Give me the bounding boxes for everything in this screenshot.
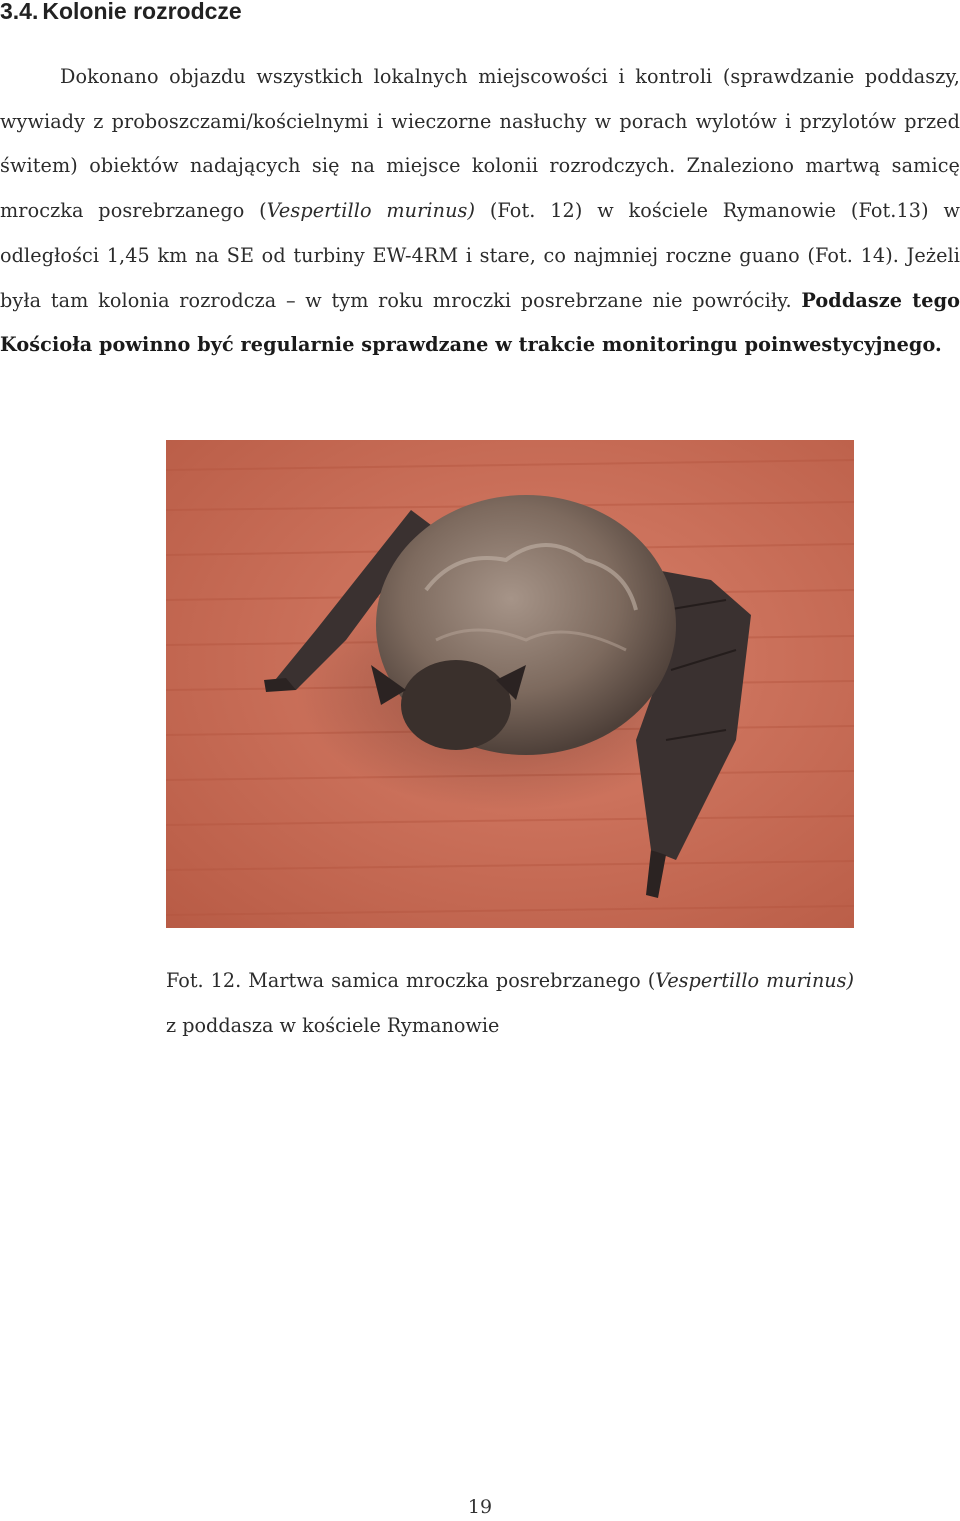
section-heading <box>0 0 242 28</box>
photo-caption <box>166 959 854 1048</box>
bat-photo-illustration <box>166 440 854 928</box>
paragraph-text-1: Dokonano objazdu wszystkich lokalnych miejscowości i kontroli (sprawdzanie poddaszy, wywiady z proboszczami/kościelnymi i wieczorne nasłuchy w porach wylotów i przylotów przed świtem) obiektów nadających się na miejsce kolonii rozrodczych. Znaleziono martwą samicę mroczka posrebrzanego ( <box>0 65 960 223</box>
caption-species-2: murinus) <box>766 969 854 992</box>
caption-text-1: Fot. 12. Martwa samica mroczka posrebrzanego ( <box>166 969 656 992</box>
paragraph-text-2: (Fot. 12) w kościele Rymanowie (Fot.13) w odległości 1,45 km na SE od turbiny EW-4RM i stare, co najmniej roczne guano (Fot. 14). Jeżeli była tam kolonia rozrodcza – w tym roku mroczki posrebrzane nie powróciły. <box>0 199 960 312</box>
section-title: Kolonie rozrodcze <box>42 0 242 24</box>
page-number: 19 <box>467 1496 493 1518</box>
caption-text-2: z poddasza w kościele Rymanowie <box>166 1013 500 1037</box>
caption-species-1: Vespertillo <box>655 969 760 992</box>
species-name: Vespertillo murinus) <box>266 199 476 223</box>
recommendation-text: Poddasze tego Kościoła powinno być regularnie sprawdzane w trakcie monitoringu poinwestycyjnego. <box>0 288 960 357</box>
body-paragraph <box>0 55 960 368</box>
bat-photo <box>166 440 854 928</box>
section-number: 3.4. <box>0 0 39 24</box>
